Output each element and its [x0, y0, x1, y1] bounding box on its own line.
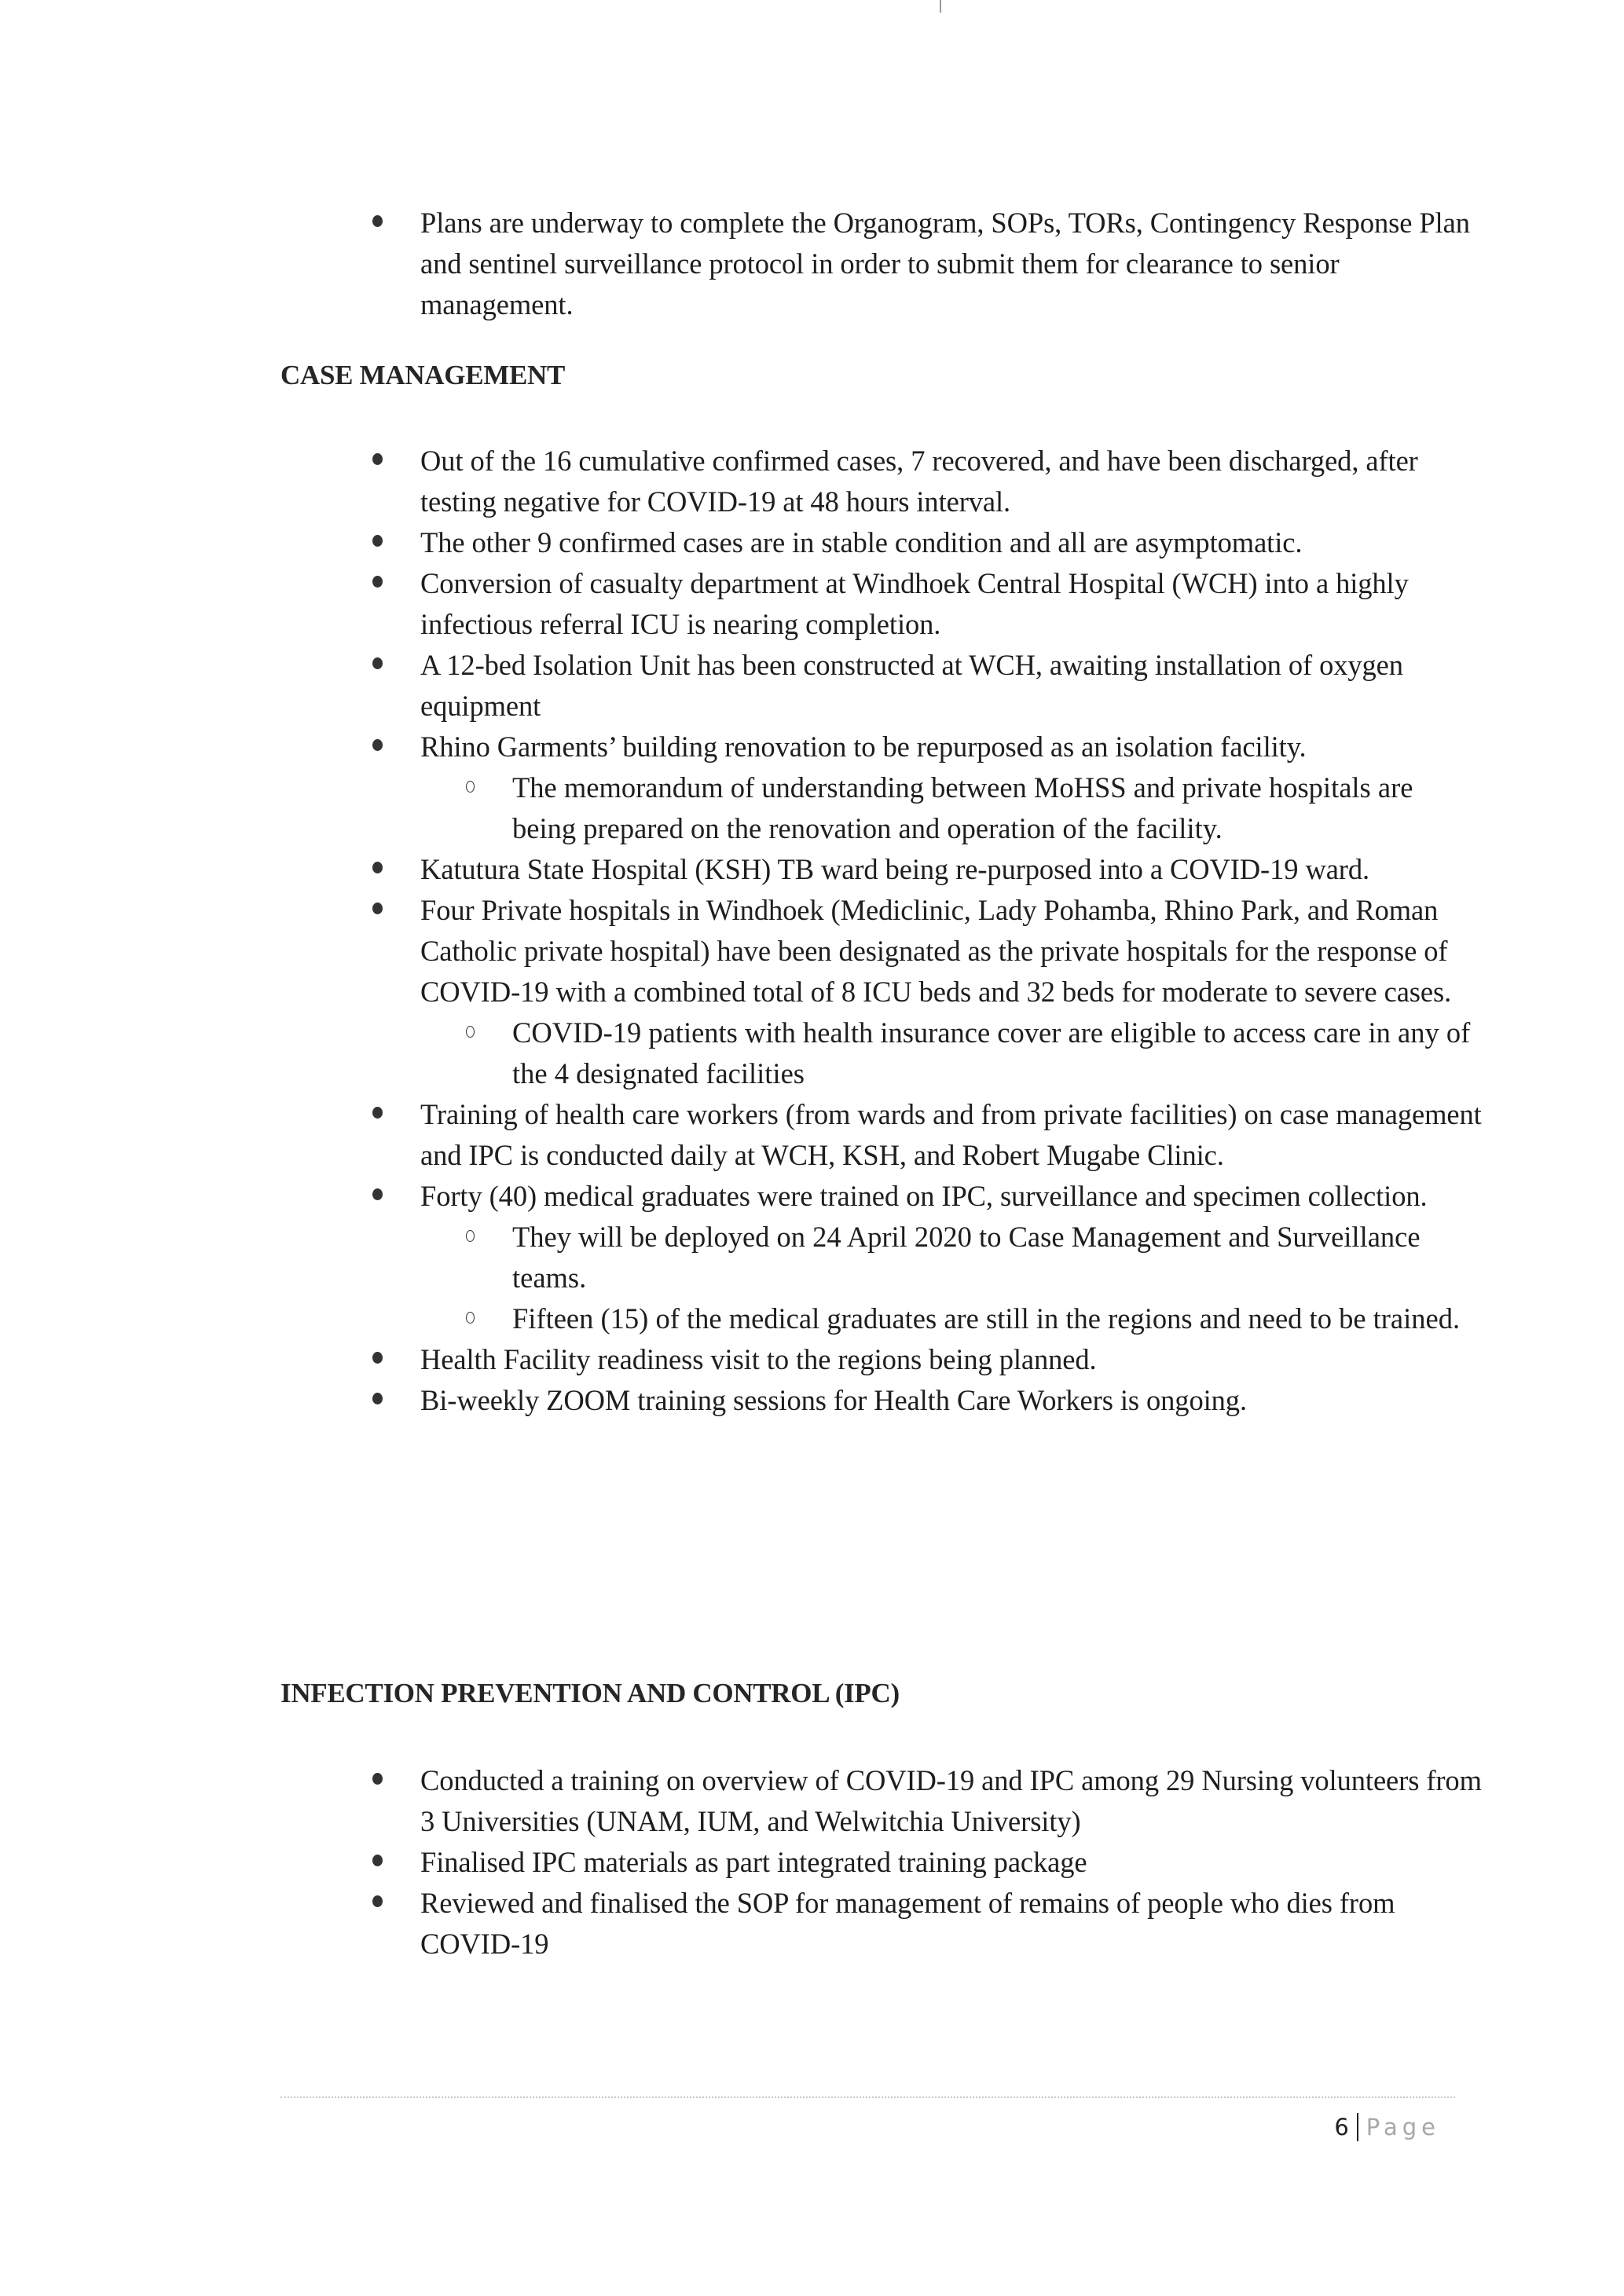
item-text: The other 9 confirmed cases are in stable condition and all are asymptomatic.: [420, 526, 1303, 558]
bullet-icon: [372, 862, 383, 873]
top-section: [0, 203, 1624, 325]
item-text: Finalised IPC materials as part integrated training package: [420, 1846, 1087, 1878]
bullet-icon: [372, 1188, 383, 1200]
item-text: Katutura State Hospital (KSH) TB ward being re-purposed into a COVID-19 ward.: [420, 853, 1370, 885]
list-item: [0, 1176, 1624, 1217]
page-footer: [1334, 2113, 1440, 2141]
list-item: [0, 1339, 1624, 1380]
list-item: [0, 890, 1624, 1013]
section-heading-ipc: INFECTION PREVENTION AND CONTROL (IPC): [280, 1678, 900, 1708]
item-text: Out of the 16 cumulative confirmed cases, 7 recovered, and have been discharged, after testing negative for COVID-19 at 48 hours interval.: [420, 445, 1418, 518]
item-text: Training of health care workers (from wards and from private facilities) on case management and IPC is conducted daily at WCH, KSH, and Robert Mugabe Clinic.: [420, 1098, 1482, 1171]
sub-list-item: [0, 767, 1624, 849]
bullet-icon: [372, 903, 383, 914]
bullet-icon: [372, 1855, 383, 1866]
item-text: Reviewed and finalised the SOP for management of remains of people who dies from COVID-19: [420, 1887, 1395, 1960]
sub-list-item: [0, 1013, 1624, 1094]
item-text: Plans are underway to complete the Organogram, SOPs, TORs, Contingency Response Plan and sentinel surveillance protocol in order to submit them for clearance to senior management.: [420, 207, 1470, 320]
sub-item-text: Fifteen (15) of the medical graduates are still in the regions and need to be trained.: [512, 1302, 1461, 1335]
hollow-bullet-icon: [466, 1230, 475, 1242]
list-item: [0, 1094, 1624, 1176]
list-item: [0, 1760, 1624, 1842]
page-separator: [1357, 2113, 1358, 2141]
list-item: [0, 1883, 1624, 1965]
sub-list-item: [0, 1298, 1624, 1339]
footer-divider: [280, 2096, 1455, 2098]
bullet-icon: [372, 1393, 383, 1404]
page-label: Page: [1366, 2114, 1440, 2140]
page-number: 6: [1334, 2114, 1349, 2140]
list-item: [0, 1380, 1624, 1421]
item-text: Rhino Garments’ building renovation to be repurposed as an isolation facility.: [420, 731, 1307, 763]
hollow-bullet-icon: [466, 1312, 475, 1324]
item-text: Four Private hospitals in Windhoek (Mediclinic, Lady Pohamba, Rhino Park, and Roman Catholic private hospital) have been designated as the private hospitals for the response of COVID-19 with a combined total of 8 ICU beds and 32 beds for moderate to severe cases.: [420, 894, 1452, 1008]
ipc-list: [0, 1760, 1624, 1965]
list-item: [0, 563, 1624, 645]
sub-list-item: [0, 1217, 1624, 1298]
item-text: Forty (40) medical graduates were trained on IPC, surveillance and specimen collection.: [420, 1180, 1428, 1212]
case-management-list: [0, 441, 1624, 1421]
item-text: Bi-weekly ZOOM training sessions for Health Care Workers is ongoing.: [420, 1384, 1247, 1416]
item-text: A 12-bed Isolation Unit has been constructed at WCH, awaiting installation of oxygen equipment: [420, 649, 1403, 722]
list-item: [0, 849, 1624, 890]
list-item: [0, 645, 1624, 727]
list-item: [0, 727, 1624, 767]
list-item: [0, 441, 1624, 522]
scan-artifact: [940, 0, 941, 13]
item-text: Conversion of casualty department at Windhoek Central Hospital (WCH) into a highly infectious referral ICU is nearing completion.: [420, 567, 1409, 640]
list-item: [0, 522, 1624, 563]
list-item: [0, 1842, 1624, 1883]
item-text: Health Facility readiness visit to the regions being planned.: [420, 1343, 1097, 1375]
sub-item-text: The memorandum of understanding between MoHSS and private hospitals are being prepared on the renovation and operation of the facility.: [512, 771, 1413, 844]
section-heading-case-management: CASE MANAGEMENT: [280, 360, 566, 390]
bullet-icon: [372, 535, 383, 547]
bullet-icon: [372, 739, 383, 751]
bullet-icon: [372, 657, 383, 669]
bullet-icon: [372, 1773, 383, 1785]
item-text: Conducted a training on overview of COVID-19 and IPC among 29 Nursing volunteers from 3 Universities (UNAM, IUM, and Welwitchia University): [420, 1764, 1482, 1837]
bullet-icon: [372, 215, 383, 227]
bullet-icon: [372, 576, 383, 588]
bullet-icon: [372, 1107, 383, 1119]
hollow-bullet-icon: [466, 1026, 475, 1038]
sub-item-text: COVID-19 patients with health insurance cover are eligible to access care in any of the 4 designated facilities: [512, 1016, 1471, 1089]
bullet-icon: [372, 1352, 383, 1364]
bullet-icon: [372, 453, 383, 465]
sub-item-text: They will be deployed on 24 April 2020 to Case Management and Surveillance teams.: [512, 1221, 1421, 1294]
list-item: [0, 203, 1624, 325]
bullet-icon: [372, 1895, 383, 1907]
hollow-bullet-icon: [466, 781, 475, 793]
